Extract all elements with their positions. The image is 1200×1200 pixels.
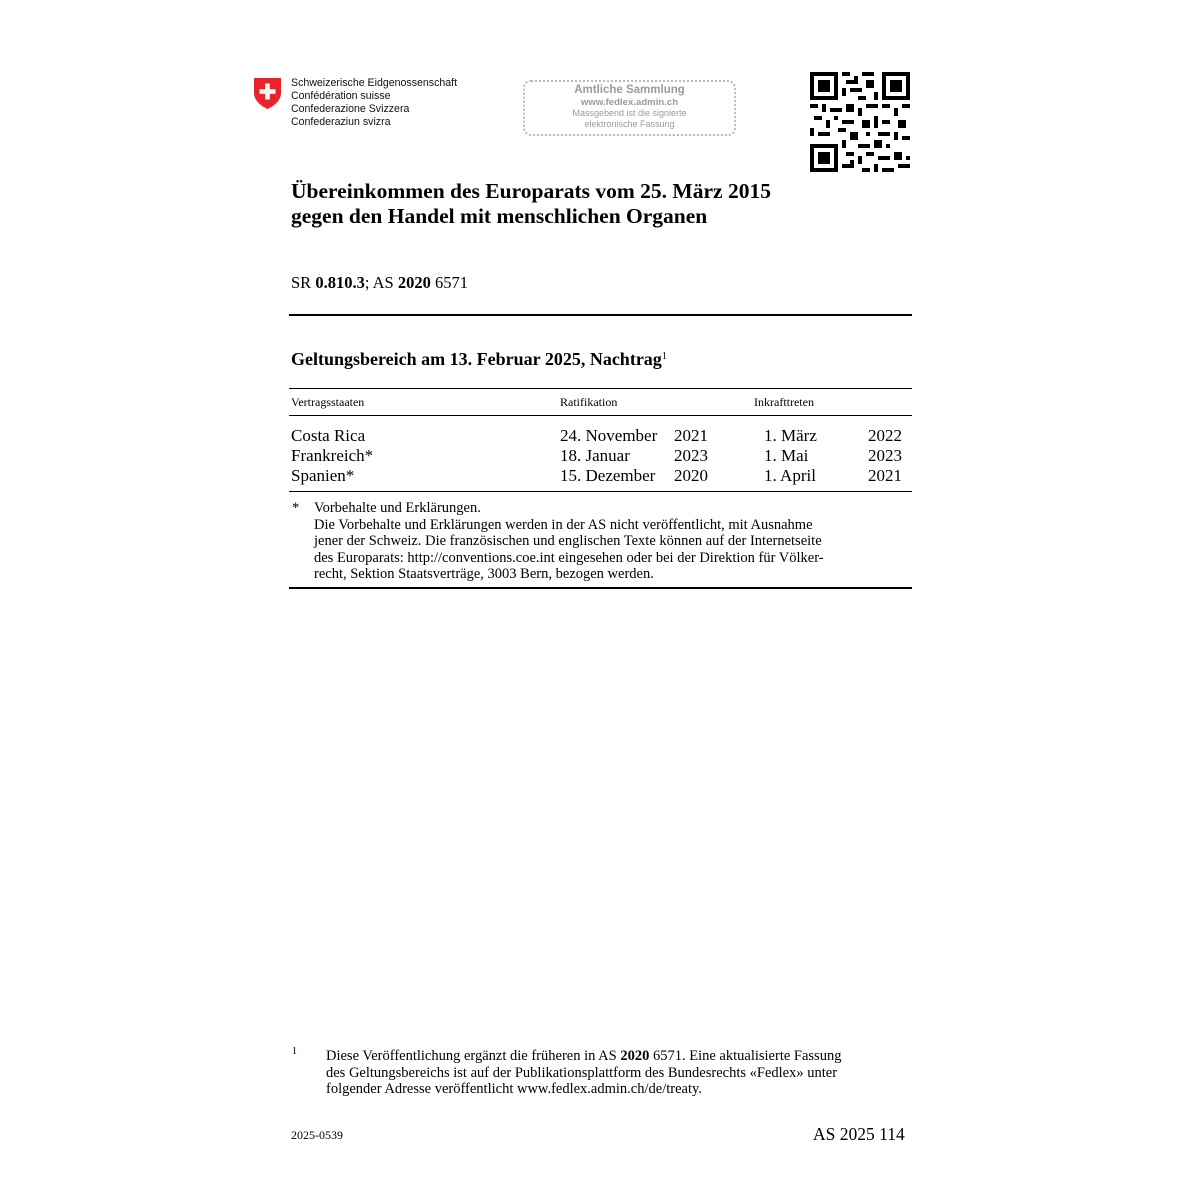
footnote-line-2: des Geltungsbereichs ist auf der Publikationsplattform des Bundesrechts «Fedlex» unter — [326, 1064, 838, 1081]
table-bottom-rule — [289, 491, 912, 492]
note-line: jener der Schweiz. Die französischen und englischen Texte können auf der Internetseite — [314, 533, 822, 549]
note-title: Vorbehalte und Erklärungen. — [314, 500, 481, 516]
reservations-note — [314, 500, 914, 583]
cell-ratification-date: 24. November — [560, 426, 658, 445]
footnote-part-2: 6571. Eine aktualisierte Fassung — [649, 1048, 842, 1064]
agency-names — [291, 77, 457, 129]
agency-name-it: Confederazione Svizzera — [291, 103, 410, 116]
cell-ratification-year: 2020 — [674, 466, 708, 485]
document-title — [291, 179, 931, 229]
note-line: Die Vorbehalte und Erklärungen werden in der AS nicht veröffentlicht, mit Ausnahme — [314, 516, 813, 533]
cell-force-year: 2022 — [868, 426, 902, 445]
cell-state: Spanien* — [291, 466, 355, 485]
as-year: 2020 — [397, 273, 431, 292]
stamp-title: Amtliche Sammlung — [574, 84, 685, 96]
page-identifier: AS 2025 114 — [813, 1124, 905, 1144]
document-code: 2025-0539 — [291, 1128, 343, 1142]
agency-name-de: Schweizerische Eidgenossenschaft — [291, 77, 458, 89]
official-collection-stamp — [523, 80, 736, 136]
title-line-1: Übereinkommen des Europarats vom 25. März 2015 — [291, 179, 771, 203]
cell-force-date: 1. Mai — [764, 446, 809, 465]
sr-number: 0.810.3 — [315, 273, 365, 292]
title-line-2: gegen den Handel mit menschlichen Organen — [291, 204, 708, 228]
table-header-rule — [289, 415, 912, 416]
column-header-entry-into-force: Inkrafttreten — [754, 395, 814, 409]
agency-name-fr: Confédération suisse — [291, 90, 391, 103]
stamp-note-2: elektronische Fassung — [584, 119, 675, 129]
scope-heading-text: Geltungsbereich am 13. Februar 2025, Nachtrag — [291, 349, 662, 369]
column-header-ratification: Ratifikation — [560, 395, 618, 409]
scope-heading — [291, 349, 667, 370]
footnote-line-3: folgender Adresse veröffentlicht www.fedlex.admin.ch/de/treaty. — [326, 1081, 702, 1097]
agency-name-rm: Confederaziun svizra — [291, 116, 391, 129]
footnote-number: 1 — [292, 1046, 297, 1057]
cell-ratification-date: 15. Dezember — [560, 466, 656, 485]
column-header-states: Vertragsstaaten — [291, 395, 365, 409]
as-separator: ; AS — [364, 273, 398, 292]
cell-ratification-year: 2023 — [674, 446, 708, 465]
footnote-bold-year: 2020 — [620, 1048, 650, 1064]
sr-prefix: SR — [291, 273, 316, 292]
cell-ratification-date: 18. Januar — [560, 446, 630, 465]
reference-line — [291, 273, 468, 293]
cell-force-year: 2021 — [868, 466, 902, 485]
footnote-text — [326, 1048, 916, 1098]
stamp-note-1: Massgebend ist die signierte — [572, 108, 687, 118]
section-end-rule — [289, 587, 912, 589]
cell-force-year: 2023 — [868, 446, 902, 465]
as-page: 6571 — [430, 273, 468, 292]
cell-ratification-year: 2021 — [674, 426, 708, 445]
cell-state: Costa Rica — [291, 426, 366, 445]
swiss-coat-of-arms-logo — [253, 77, 282, 110]
footnote-reference: 1 — [661, 351, 667, 362]
note-line: des Europarats: http://conventions.coe.int eingesehen oder bei der Direktion für Völker- — [314, 549, 824, 566]
note-marker: * — [292, 500, 300, 516]
divider-rule — [289, 314, 912, 316]
cell-state: Frankreich* — [291, 446, 374, 465]
qr-code — [810, 72, 910, 172]
footnote-line-1 — [326, 1048, 916, 1065]
footnote-part-1: Diese Veröffentlichung ergänzt die früheren in AS — [326, 1048, 621, 1064]
note-line: recht, Sektion Staatsverträge, 3003 Bern, bezogen werden. — [314, 566, 654, 582]
cell-force-date: 1. März — [764, 426, 817, 445]
cell-force-date: 1. April — [764, 466, 816, 485]
table-top-rule — [289, 388, 912, 389]
stamp-url: www.fedlex.admin.ch — [580, 97, 679, 108]
